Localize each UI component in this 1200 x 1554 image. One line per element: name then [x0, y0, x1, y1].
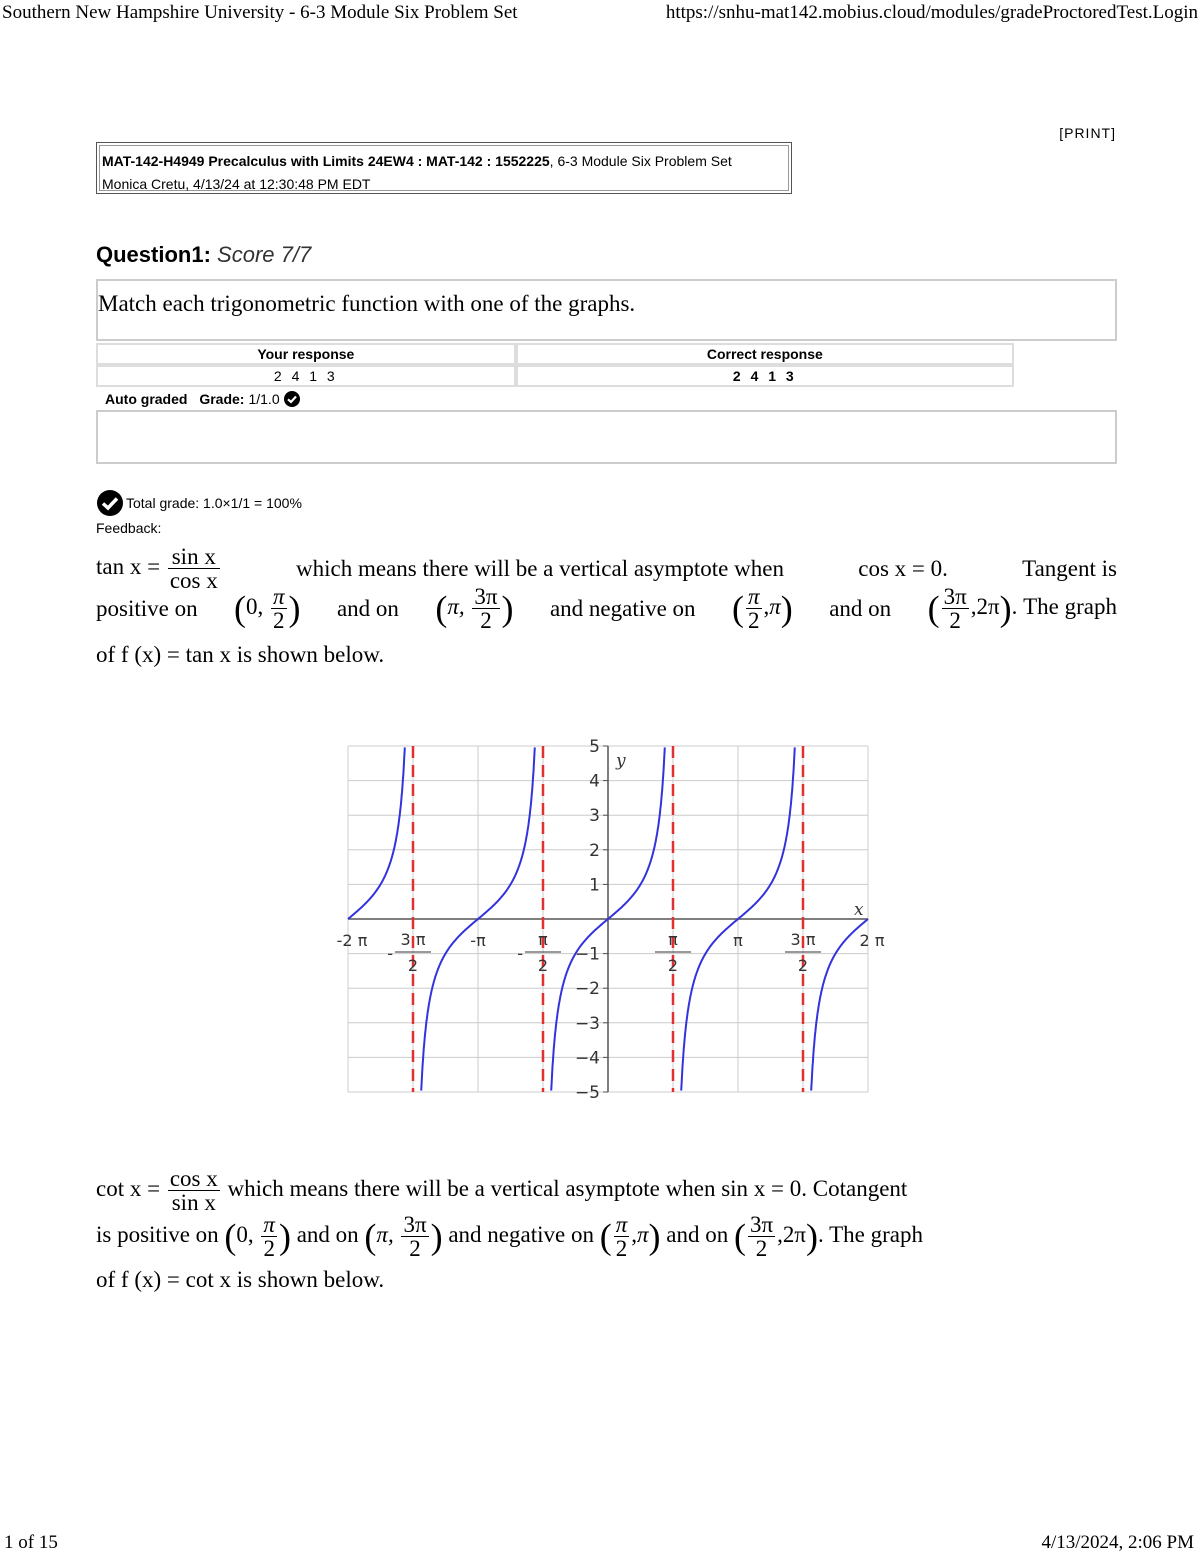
x-tick-label: [785, 930, 821, 975]
tan-line-2: positive on (0, $\frac{\pi}{2}$ ) and on (π, $\frac{3\pi}{2}$ ) and negative on ( $\frac{\pi}{2}$ ,π) and on ( $\frac{3\pi}{2}$ ,2π). The graph: [96, 584, 1117, 633]
y-tick-label: −4: [574, 1048, 600, 1069]
y-tick-label: 2: [589, 840, 600, 861]
print-link[interactable]: [PRINT]: [1059, 125, 1116, 141]
x-tick-label: [733, 931, 743, 950]
y-tick-label: 4: [589, 771, 600, 792]
y-tick-label: 3: [589, 806, 600, 827]
browser-page-title: Southern New Hampshire University - 6-3 Module Six Problem Set: [2, 2, 518, 23]
correct-response-value: 2 4 1 3: [516, 365, 1014, 387]
question-score: Score 7/7: [217, 242, 312, 267]
svg-text:-2 π: -2 π: [336, 931, 368, 950]
svg-text:-: -: [387, 944, 393, 963]
x-axis-label: x: [854, 900, 864, 920]
svg-text:2: 2: [667, 956, 679, 975]
page-count: 1 of 15: [4, 1532, 58, 1553]
y-tick-label: −3: [574, 1013, 600, 1034]
tan-graph: [330, 736, 890, 1106]
svg-text:π: π: [668, 930, 678, 949]
cot-line-3: of f (x) = cot x is shown below.: [96, 1267, 385, 1292]
check-circle-icon: [284, 391, 300, 407]
x-tick-label: [655, 930, 691, 975]
question-label: Question1:: [96, 242, 211, 267]
correct-response-header: Correct response: [516, 343, 1014, 365]
student-line: Monica Cretu, 4/13/24 at 12:30:48 PM EDT: [102, 176, 371, 192]
your-response-header: Your response: [96, 343, 516, 365]
question-title: [96, 242, 311, 268]
y-tick-label: 5: [589, 737, 600, 757]
svg-text:2: 2: [797, 956, 809, 975]
y-tick-label: −1: [574, 944, 600, 965]
svg-text:π: π: [538, 930, 548, 949]
cot-line-2: is positive on (0, $\frac{\pi}{2}$ ) and on (π, $\frac{3\pi}{2}$ ) and negative on ( $\frac{\pi}{2}$ ,π) and on ( $\frac{3\pi}{2}$ ,2π). The graph: [96, 1212, 923, 1261]
feedback-label: Feedback:: [96, 520, 162, 536]
x-tick-label: [337, 931, 368, 950]
tan-line-1: tan x = $\frac{\text{sin x}}{\text{cos x}}$ which means there will be a vertical asymptote when cos x = 0. Tangent is: [96, 544, 1117, 593]
svg-text:2: 2: [407, 956, 419, 975]
x-tick-label: [470, 931, 486, 950]
course-title: MAT-142-H4949 Precalculus with Limits 24EW4 : MAT-142 : 1552225, 6-3 Module Six Problem Set: [102, 153, 732, 169]
y-tick-label: 1: [589, 875, 600, 896]
browser-url: https://snhu-mat142.mobius.cloud/modules/gradeProctoredTest.Login: [665, 2, 1198, 23]
response-table: [96, 343, 1014, 387]
tan-curve-branch: [348, 747, 405, 919]
y-axis-label: y: [616, 751, 626, 771]
svg-text:3 π: 3 π: [400, 930, 426, 949]
check-circle-icon: [96, 489, 124, 517]
tan-line-3: of f (x) = tan x is shown below.: [96, 642, 385, 667]
x-tick-label: [860, 931, 885, 950]
x-tick-label: [517, 930, 561, 975]
cot-line-1: cot x = $\frac{\text{cos x}}{\text{sin x}}$ which means there will be a vertical asymptote when sin x = 0. Cotangent: [96, 1166, 908, 1215]
y-tick-label: −5: [574, 1083, 600, 1103]
svg-text:-π: -π: [470, 931, 486, 950]
svg-text:2 π: 2 π: [859, 931, 885, 950]
comment-box: [96, 410, 1117, 464]
svg-text:3 π: 3 π: [790, 930, 816, 949]
your-response-value: 2 4 1 3: [96, 365, 516, 387]
svg-text:π: π: [733, 931, 743, 950]
y-tick-label: −2: [574, 979, 600, 1000]
course-info-box: [96, 142, 792, 194]
svg-text:-: -: [517, 944, 523, 963]
auto-graded-line: Auto graded Grade: 1/1.0: [105, 391, 300, 407]
total-grade: Total grade: 1.0×1/1 = 100%: [96, 489, 302, 517]
x-tick-label: [387, 930, 431, 975]
print-date: 4/13/2024, 2:06 PM: [1041, 1532, 1194, 1553]
svg-text:2: 2: [537, 956, 549, 975]
question-prompt: Match each trigonometric function with one of the graphs.: [96, 279, 1117, 341]
